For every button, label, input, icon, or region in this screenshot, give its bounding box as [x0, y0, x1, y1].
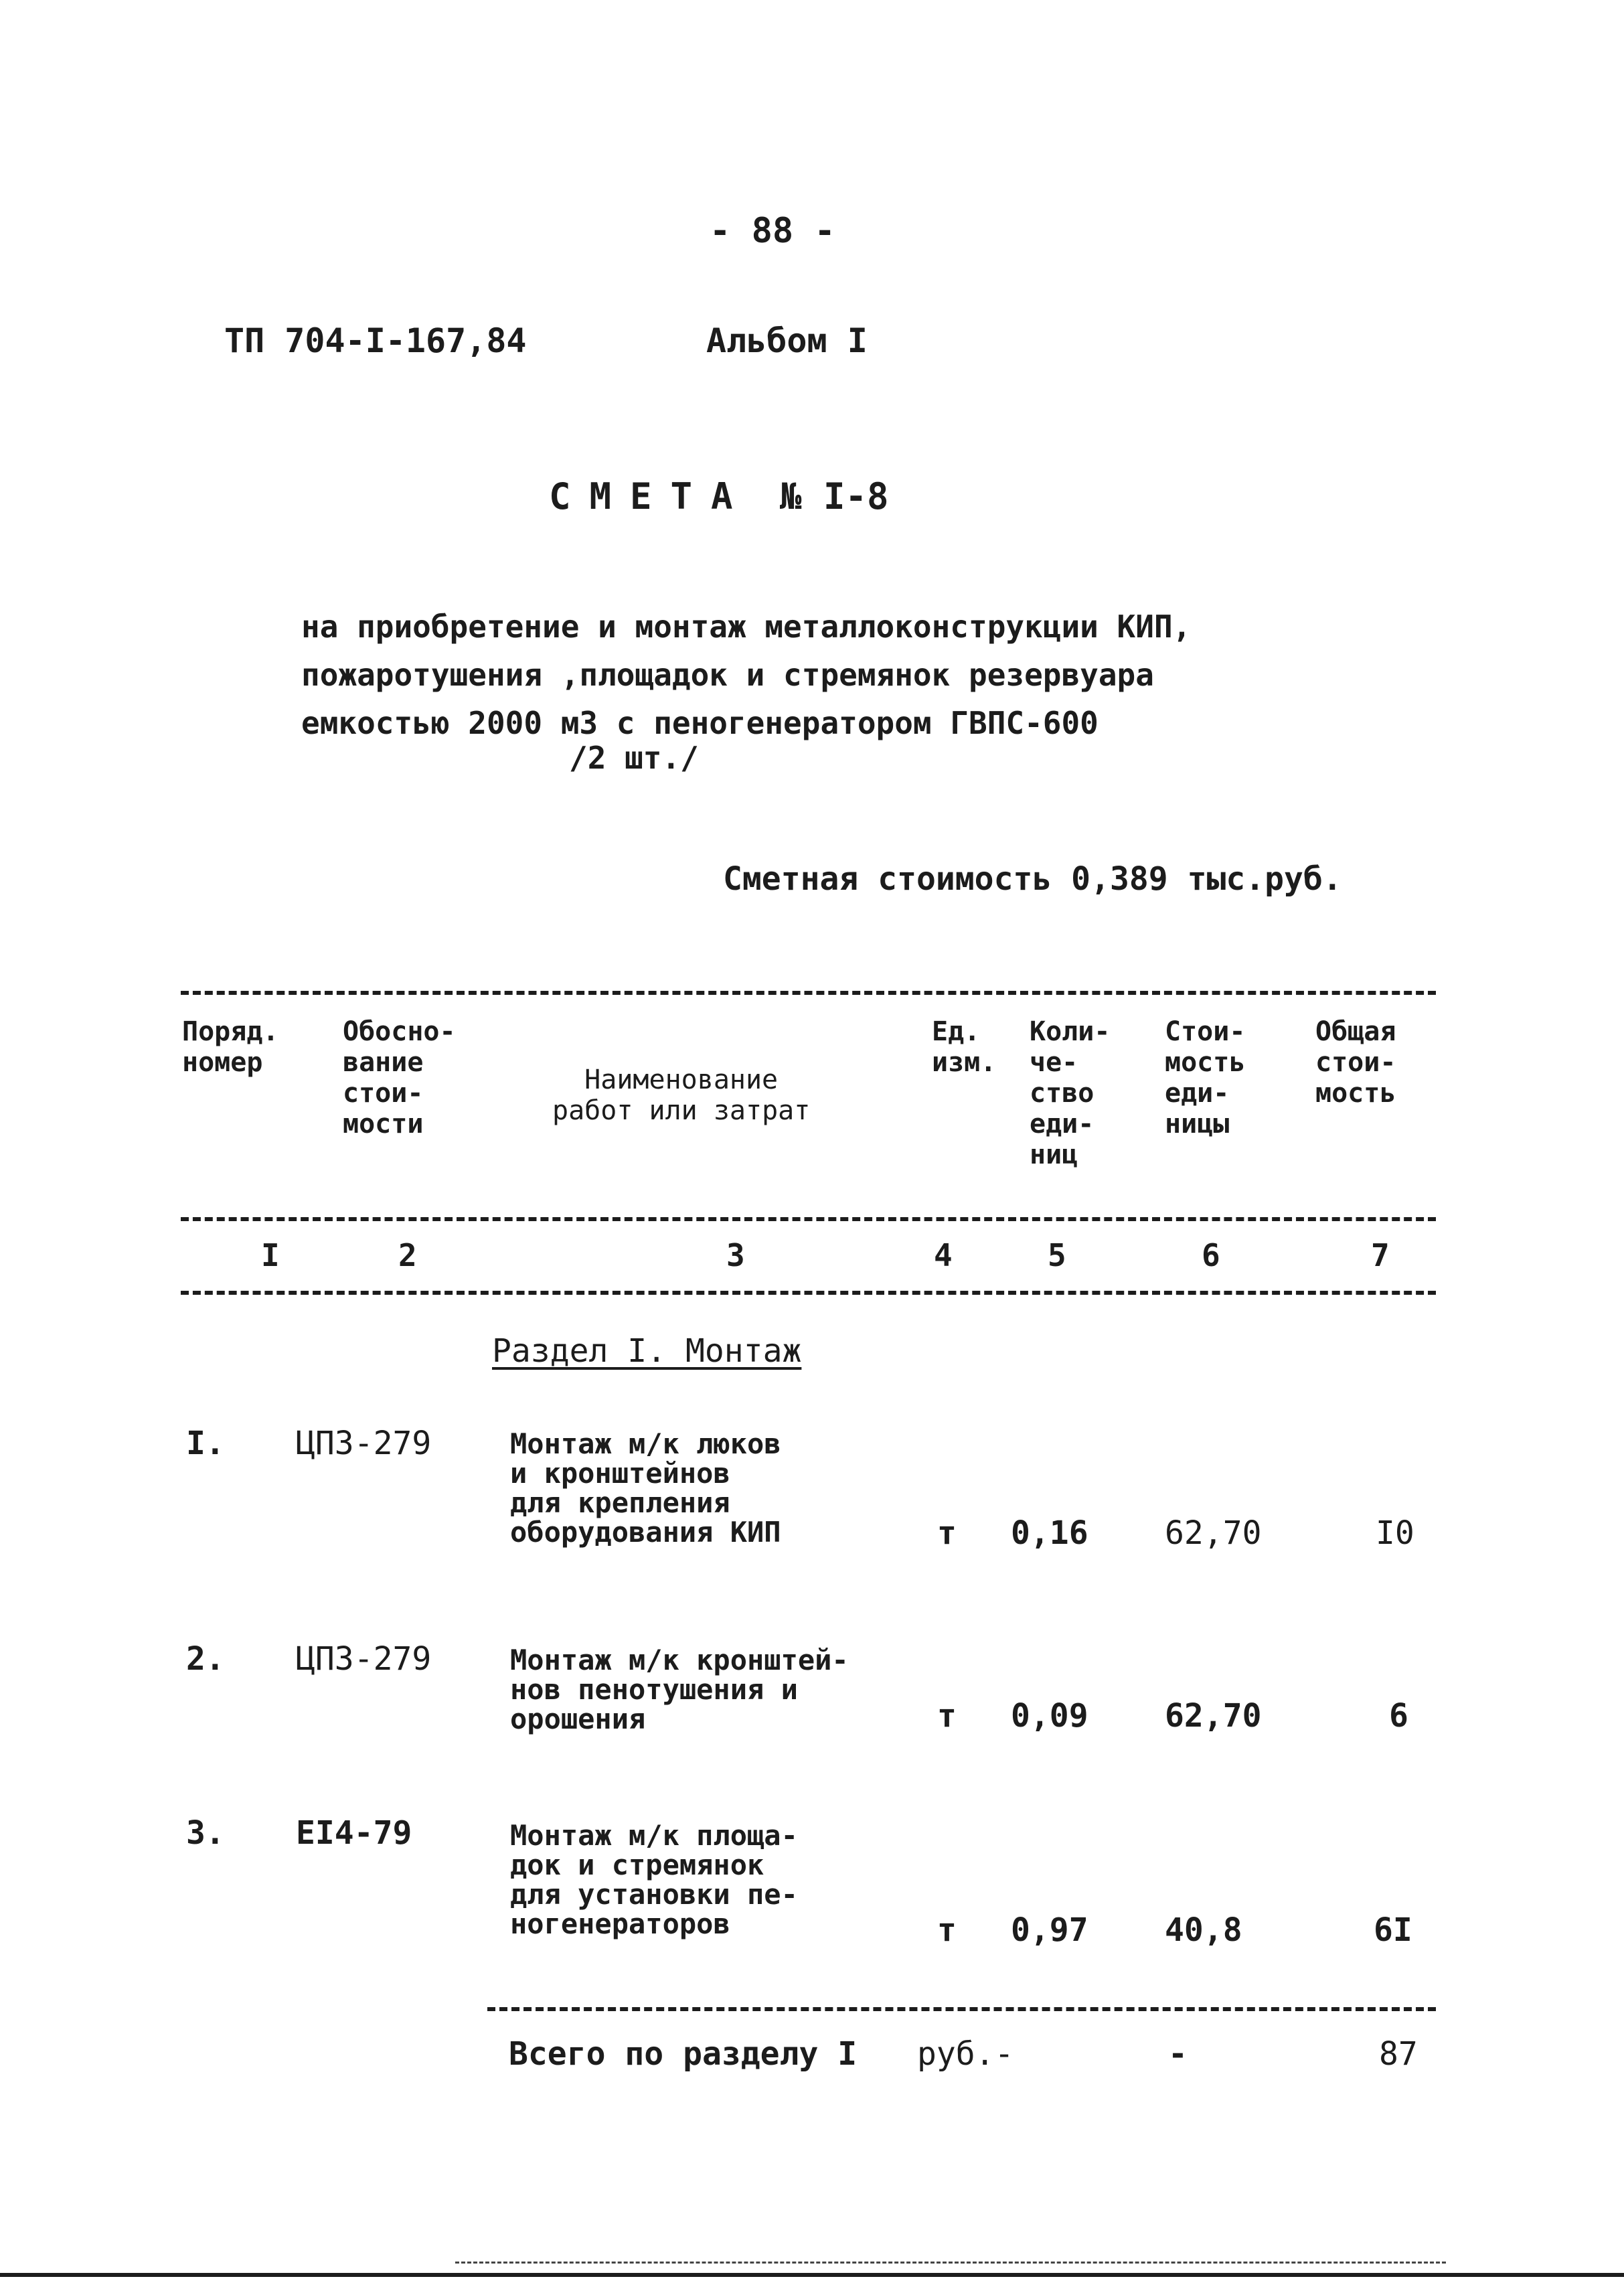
- header-col-5: Коли- че- ство еди- ниц: [1030, 1016, 1111, 1170]
- document-number: № I-8: [780, 475, 889, 518]
- row-unit-price: 62,70: [1165, 1697, 1262, 1735]
- row-name: Монтаж м/к площа- док и стремянок для установки пе- ногенераторов: [510, 1819, 798, 1940]
- quantity-note: /2 шт./: [569, 740, 699, 776]
- album-label: Альбом I: [706, 321, 868, 360]
- row-unit: т: [937, 1514, 957, 1552]
- section-total-price-dash: -: [1168, 2035, 1188, 2073]
- subtitle-line: на приобретение и монтаж металлоконструкции КИП,: [301, 609, 1192, 645]
- column-number: 2: [398, 1237, 417, 1273]
- row-unit-price: 62,70: [1165, 1514, 1262, 1552]
- row-number: I.: [186, 1425, 225, 1462]
- section-total-label: Всего по разделу I: [509, 2035, 858, 2073]
- header-col-6: Стои- мость еди- ницы: [1165, 1016, 1246, 1139]
- row-quantity: 0,97: [1011, 1911, 1088, 1949]
- subtitle-line: емкостью 2000 м3 с пеногенератором ГВПС-600: [301, 705, 1099, 741]
- row-code: ЦП3-279: [296, 1640, 432, 1678]
- header-col-7: Общая стои- мость: [1315, 1016, 1396, 1109]
- column-number: 6: [1202, 1237, 1220, 1273]
- header-col-1: Поряд. номер: [182, 1016, 279, 1078]
- table-top-rule: [181, 991, 1436, 995]
- column-number: 3: [726, 1237, 745, 1273]
- row-unit: т: [937, 1911, 957, 1949]
- header-bottom-rule: [181, 1217, 1436, 1221]
- column-number: 5: [1048, 1237, 1066, 1273]
- page-number: - 88 -: [710, 211, 835, 251]
- column-numbers-rule: [181, 1291, 1436, 1295]
- column-number: 4: [934, 1237, 953, 1273]
- header-col-4: Ед. изм.: [932, 1016, 997, 1078]
- section-total-rule: [487, 2007, 1436, 2011]
- row-total: 6I: [1374, 1911, 1412, 1949]
- column-number: I: [261, 1237, 280, 1273]
- header-col-3: Наименование работ или затрат: [552, 1064, 811, 1126]
- section-total-unit: руб.-: [917, 2035, 1014, 2073]
- row-name: Монтаж м/к кронштей- нов пенотушения и орошения: [510, 1644, 849, 1735]
- row-name: Монтаж м/к люков и кронштейнов для крепления оборудования КИП: [510, 1427, 781, 1549]
- row-unit-price: 40,8: [1165, 1911, 1242, 1949]
- row-total: 6: [1389, 1697, 1408, 1735]
- row-total: I0: [1376, 1514, 1414, 1552]
- document-code: ТП 704-I-167,84: [224, 321, 527, 360]
- bottom-page-rule: [0, 2273, 1624, 2277]
- document-title: СМЕТА: [549, 475, 752, 518]
- row-number: 2.: [186, 1640, 225, 1678]
- estimated-cost: Сметная стоимость 0,389 тыс.руб.: [723, 860, 1342, 898]
- section-total-value: 87: [1379, 2035, 1418, 2073]
- column-number: 7: [1371, 1237, 1390, 1273]
- row-unit: т: [937, 1697, 957, 1735]
- bottom-dotted-rule: [455, 2262, 1446, 2264]
- row-number: 3.: [186, 1814, 225, 1852]
- row-code: ЦП3-279: [296, 1425, 432, 1462]
- row-code: EI4-79: [296, 1814, 412, 1852]
- row-quantity: 0,16: [1011, 1514, 1088, 1552]
- section-title: Раздел I. Монтаж: [492, 1332, 802, 1370]
- row-quantity: 0,09: [1011, 1697, 1088, 1735]
- document-subtitle: [301, 603, 1191, 747]
- header-col-2: Обосно- вание стои- мости: [343, 1016, 456, 1139]
- subtitle-line: пожаротушения ,площадок и стремянок резервуара: [301, 657, 1154, 693]
